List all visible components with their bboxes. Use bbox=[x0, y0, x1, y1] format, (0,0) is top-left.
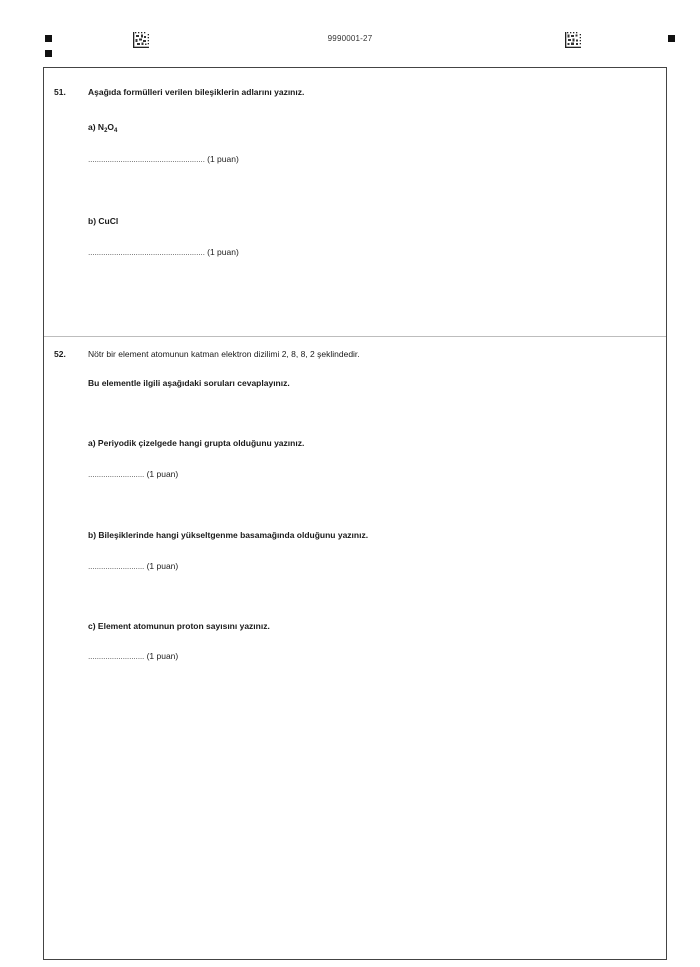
points-label: (1 puan) bbox=[146, 469, 179, 479]
question-52-intro: Nötr bir element atomunun katman elektron dizilimi 2, 8, 8, 2 şeklindedir. bbox=[88, 349, 360, 359]
points-label: (1 puan) bbox=[207, 247, 239, 257]
question-52-part-b-answer-line[interactable]: .......................... (1 puan) bbox=[88, 561, 179, 571]
question-52-number: 52. bbox=[54, 349, 66, 359]
question-divider bbox=[44, 336, 666, 337]
question-52-part-c-answer-line[interactable]: .......................... (1 puan) bbox=[88, 651, 179, 661]
question-52-instruction: Bu elementle ilgili aşağıdaki soruları cevaplayınız. bbox=[88, 378, 290, 388]
points-label: (1 puan) bbox=[146, 651, 179, 661]
page-code: 9990001-27 bbox=[327, 34, 373, 43]
question-52-part-a: a) Periyodik çizelgede hangi grupta olduğunu yazınız. bbox=[88, 438, 305, 448]
question-52-part-a-answer-line[interactable]: .......................... (1 puan) bbox=[88, 469, 179, 479]
question-51-part-a-label: a) $N_2O_4$ bbox=[88, 122, 118, 134]
points-label: (1 puan) bbox=[207, 154, 239, 164]
question-52-part-b: b) Bileşiklerinde hangi yükseltgenme basamağında olduğunu yazınız. bbox=[88, 530, 369, 540]
question-51-prompt: Aşağıda formülleri verilen bileşiklerin adlarını yazınız. bbox=[88, 87, 305, 97]
points-label: (1 puan) bbox=[146, 561, 179, 571]
question-51-part-b-label: b) CuCl bbox=[88, 216, 119, 226]
answer-frame bbox=[43, 67, 667, 960]
question-52-part-c: c) Element atomunun proton sayısını yazınız. bbox=[88, 621, 270, 631]
registration-mark-left-lower bbox=[45, 50, 52, 57]
question-51-part-b-answer-line[interactable]: ...................................................... (1 puan) bbox=[88, 247, 239, 257]
question-51-part-a-answer-line[interactable]: ...................................................... (1 puan) bbox=[88, 154, 239, 164]
question-51-number: 51. bbox=[54, 87, 66, 97]
